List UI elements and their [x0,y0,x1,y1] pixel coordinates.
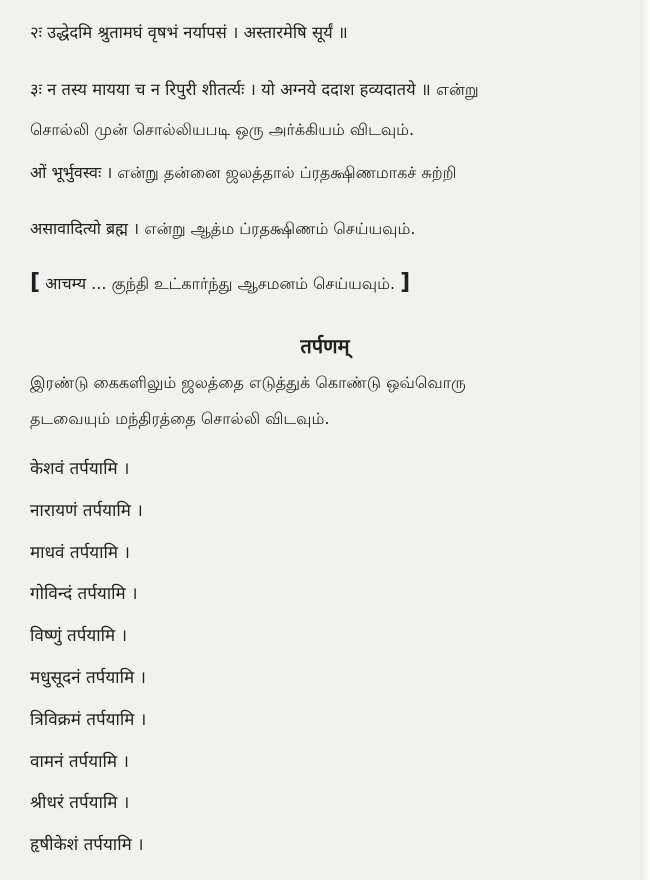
list-item: विष्णुं तर्पयामि । [30,626,128,647]
list-item: वामनं तर्पयामि । [30,751,129,772]
asau-aditya-line: असावादित्यो ब्रह्म । என்று ஆத்ம ப்ரதக்ஷிணம் செய்யவும். [30,219,416,238]
achamya-instruction [30,272,410,295]
list-item: श्रीधरं तर्पयामि । [30,793,130,814]
list-item: गोविन्दं तर्पयामि । [30,584,138,605]
achamya-text: आचम्य ... குந்தி உட்கார்ந்து ஆசமனம் செய்யவும். [45,274,396,293]
list-item: केशवं तर्पयामि । [30,459,130,479]
instruction-line-2: தடவையும் மந்திரத்தை சொல்லி விடவும். [30,409,330,428]
list-item: माधवं तर्पयामि । [30,542,130,563]
verse-2-line: २ः उद्धेदमि श्रुतामघं वृषभं नर्यापसं । अस्तारमेषि सूर्यं ॥ [30,23,348,42]
bhur-bhuva-line: ओं भूर्भुवस्वः । என்று தன்னை ஜலத்தால் ப்ரதக்ஷிணமாகச் சுற்றி [30,163,457,182]
verse-3-line-2: சொல்லி முன் சொல்லியபடி ஒரு அர்க்கியம் விடவும். [30,120,415,139]
section-heading-tarpanam: तर्पणम् [300,334,350,358]
tarpana-names-list [30,458,146,876]
open-bracket: [ [30,270,41,295]
list-item: नारायणं तर्पयामि । [30,500,143,521]
list-item: मधुसूदनं तर्पयामि । [30,667,147,688]
list-item: त्रिविक्रमं तर्पयामि । [30,709,147,730]
verse-3-line-1: ३ः न तस्य मायया च न रिपुरी शीतर्त्यः । यो अग्नये ददाश हव्यदातये ॥ என்று [30,80,479,99]
instruction-line-1: இரண்டு கைகளிலும் ஜலத்தை எடுத்துக் கொண்டு ஒவ்வொரு [30,373,466,392]
list-item: हृषीकेशं तर्पयामि । [30,835,144,856]
close-bracket: ] [400,270,411,295]
